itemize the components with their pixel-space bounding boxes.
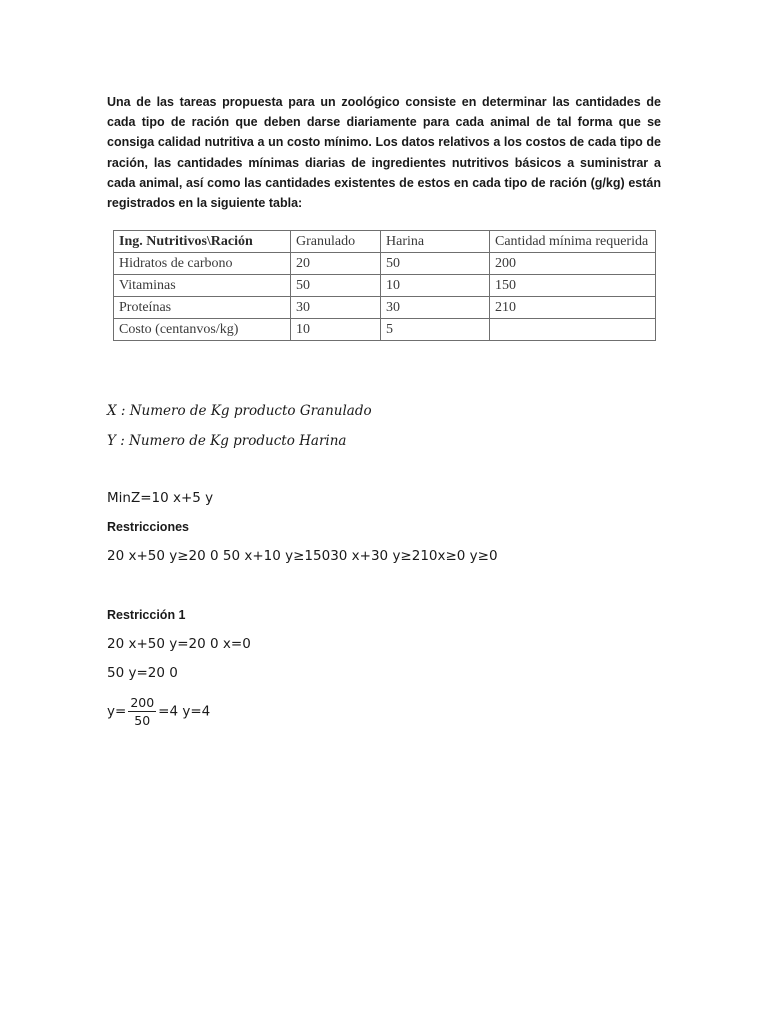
table-cell: 150 — [490, 275, 656, 297]
restrictions-heading: Restricciones — [107, 520, 189, 534]
table-cell: 5 — [381, 319, 490, 341]
intro-paragraph: Una de las tareas propuesta para un zoológico consiste en determinar las cantidades de cada tipo de ración que deben darse diariamente para cada animal de tal forma que se consiga calidad nutritiva a un costo mínimo. Los datos relativos a los costos de cada tipo de ración, las cantidades mínimas diarias de ingredientes nutritivos básicos a suministrar a cada animal, así como las cantidades existentes de estos en cada tipo de ración (g/kg) están registrados en la siguiente tabla: — [107, 95, 661, 211]
table-cell: 200 — [490, 253, 656, 275]
definition-x: X : Numero de Kg producto Granulado — [107, 403, 372, 419]
fraction-denominator: 50 — [134, 713, 151, 728]
table-cell: 50 — [381, 253, 490, 275]
table-row — [114, 253, 656, 275]
solution-rhs: =4 y=4 — [158, 703, 211, 720]
table-cell: 20 — [291, 253, 381, 275]
table-cell: Proteínas — [114, 297, 291, 319]
table-header-cell: Ing. Nutritivos\Ración — [114, 231, 291, 253]
table-header-cell: Cantidad mínima requerida — [490, 231, 656, 253]
table-row — [114, 319, 656, 341]
table-cell: 30 — [381, 297, 490, 319]
table-cell — [490, 319, 656, 341]
table-cell: 50 — [291, 275, 381, 297]
table-header-cell: Granulado — [291, 231, 381, 253]
table-cell: 10 — [291, 319, 381, 341]
nutrition-table — [113, 230, 656, 341]
table-row — [114, 275, 656, 297]
table-cell: 10 — [381, 275, 490, 297]
restrictions-equations: 20 x+50 y≥20 0 50 x+10 y≥15030 x+30 y≥210x≥0 y≥0 — [107, 548, 498, 564]
restriction-1-step: 50 y=20 0 — [107, 665, 178, 681]
table-cell: Hidratos de carbono — [114, 253, 291, 275]
table-cell: 30 — [291, 297, 381, 319]
table-cell: Costo (centanvos/kg) — [114, 319, 291, 341]
solution-lhs: y= — [107, 703, 127, 720]
table-cell: 210 — [490, 297, 656, 319]
table-row — [114, 297, 656, 319]
objective-function: MinZ=10 x+5 y — [107, 490, 214, 506]
table-cell: Vitaminas — [114, 275, 291, 297]
definition-y: Y : Numero de Kg producto Harina — [107, 433, 347, 449]
fraction-numerator: 200 — [130, 695, 155, 710]
solution-fraction — [128, 694, 156, 729]
table-header-row — [114, 231, 656, 253]
table-header-cell: Harina — [381, 231, 490, 253]
restriction-1-solution — [107, 694, 210, 729]
nutrition-table-container — [113, 230, 656, 341]
restriction-1-heading: Restricción 1 — [107, 608, 186, 622]
restriction-1-equation: 20 x+50 y=20 0 x=0 — [107, 636, 251, 652]
